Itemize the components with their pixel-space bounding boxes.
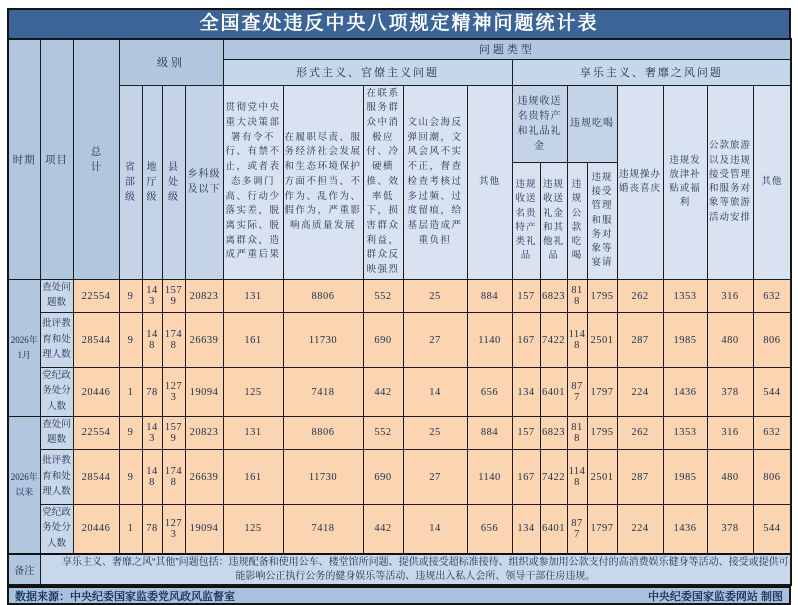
value-cell: 884 bbox=[467, 279, 512, 312]
value-cell: 6823 bbox=[540, 279, 567, 312]
value-cell: 806 bbox=[753, 313, 791, 368]
value-cell: 656 bbox=[467, 505, 512, 554]
value-cell: 2501 bbox=[587, 313, 617, 368]
value-cell: 1 bbox=[119, 368, 142, 417]
value-cell: 7422 bbox=[540, 450, 567, 505]
value-cell: 2501 bbox=[587, 450, 617, 505]
value-cell: 161 bbox=[223, 313, 283, 368]
value-cell: 6823 bbox=[540, 416, 567, 449]
header-level-township: 乡科级及以下 bbox=[185, 85, 223, 279]
value-cell: 134 bbox=[512, 505, 540, 554]
value-cell: 378 bbox=[707, 368, 753, 417]
value-cell: 818 bbox=[567, 416, 587, 449]
header-formalism-col-1: 贯彻党中央重大决策部署有令不行、有禁不止，或者表态多调门高、行动少落实差，脱离实际、脱离群众，造成严重后果 bbox=[223, 85, 283, 279]
value-cell: 1353 bbox=[663, 416, 707, 449]
value-cell: 157 bbox=[512, 416, 540, 449]
header-dining-child-1: 违规公款吃喝 bbox=[567, 162, 587, 279]
header-formalism-col-2: 在履职尽责、服务经济社会发展和生态环境保护方面不担当、不作为、乱作为、假作为，严重影响高质量发展 bbox=[283, 85, 363, 279]
page-title: 全国查处违反中央八项规定精神问题统计表 bbox=[7, 8, 791, 38]
value-cell: 143 bbox=[142, 416, 162, 449]
header-total-label: 总计 bbox=[90, 147, 103, 174]
value-cell: 26639 bbox=[185, 450, 223, 505]
footer-bar bbox=[7, 586, 791, 605]
value-cell: 134 bbox=[512, 368, 540, 417]
header-level-group: 级别 bbox=[119, 39, 223, 85]
value-cell: 690 bbox=[363, 450, 403, 505]
value-cell: 1353 bbox=[663, 279, 707, 312]
value-cell: 125 bbox=[223, 505, 283, 554]
header-formalism-group: 形式主义、官僚主义问题 bbox=[223, 59, 512, 85]
value-cell: 7422 bbox=[540, 313, 567, 368]
header-problem-type: 问题类型 bbox=[223, 39, 791, 59]
value-cell: 131 bbox=[223, 416, 283, 449]
value-cell: 877 bbox=[567, 505, 587, 554]
value-cell: 11730 bbox=[283, 313, 363, 368]
value-cell: 148 bbox=[142, 450, 162, 505]
value-cell: 480 bbox=[707, 313, 753, 368]
value-cell: 8806 bbox=[283, 279, 363, 312]
value-cell: 143 bbox=[142, 279, 162, 312]
header-formalism-other: 其他 bbox=[467, 85, 512, 279]
value-cell: 1 bbox=[119, 505, 142, 554]
value-cell: 884 bbox=[467, 416, 512, 449]
value-cell: 25 bbox=[403, 416, 467, 449]
value-cell: 1795 bbox=[587, 416, 617, 449]
value-cell: 1273 bbox=[162, 368, 185, 417]
value-cell: 1797 bbox=[587, 368, 617, 417]
header-level-prefecture: 地厅级 bbox=[142, 85, 162, 279]
value-cell: 1797 bbox=[587, 505, 617, 554]
value-cell: 544 bbox=[753, 505, 791, 554]
value-cell: 161 bbox=[223, 450, 283, 505]
value-cell: 806 bbox=[753, 450, 791, 505]
value-cell: 167 bbox=[512, 450, 540, 505]
header-item: 项目 bbox=[40, 39, 73, 279]
value-cell: 1748 bbox=[162, 313, 185, 368]
header-level-province: 省部级 bbox=[119, 85, 142, 279]
value-cell: 9 bbox=[119, 416, 142, 449]
header-total bbox=[73, 39, 119, 279]
remark-label: 备注 bbox=[8, 554, 40, 586]
value-cell: 20446 bbox=[73, 368, 119, 417]
value-cell: 20446 bbox=[73, 505, 119, 554]
value-cell: 224 bbox=[617, 505, 663, 554]
row-label: 查处问题数 bbox=[40, 279, 73, 312]
value-cell: 20823 bbox=[185, 279, 223, 312]
value-cell: 1985 bbox=[663, 450, 707, 505]
value-cell: 287 bbox=[617, 313, 663, 368]
value-cell: 14 bbox=[403, 368, 467, 417]
value-cell: 78 bbox=[142, 505, 162, 554]
value-cell: 656 bbox=[467, 368, 512, 417]
value-cell: 11730 bbox=[283, 450, 363, 505]
value-cell: 316 bbox=[707, 279, 753, 312]
value-cell: 25 bbox=[403, 279, 467, 312]
row-label: 批评教育和处理人数 bbox=[40, 450, 73, 505]
value-cell: 632 bbox=[753, 279, 791, 312]
header-hedonism-group: 享乐主义、奢靡之风问题 bbox=[512, 59, 791, 85]
row-label: 查处问题数 bbox=[40, 416, 73, 449]
value-cell: 7418 bbox=[283, 368, 363, 417]
value-cell: 1579 bbox=[162, 416, 185, 449]
period-label: 2026年1月 bbox=[8, 279, 40, 416]
value-cell: 131 bbox=[223, 279, 283, 312]
value-cell: 14 bbox=[403, 505, 467, 554]
value-cell: 1579 bbox=[162, 279, 185, 312]
value-cell: 125 bbox=[223, 368, 283, 417]
value-cell: 157 bbox=[512, 279, 540, 312]
value-cell: 22554 bbox=[73, 416, 119, 449]
value-cell: 1140 bbox=[467, 313, 512, 368]
header-formalism-col-3: 在联系服务群众中消极应付、冷硬横推、效率低下，损害群众利益，群众反映强烈 bbox=[363, 85, 403, 279]
remark-text: 享乐主义、奢靡之风“其他”问题包括：违规配备和使用公车、楼堂馆所问题、提供或接受超标准接待、组织或参加用公款支付的高消费娱乐健身等活动、接受或提供可能影响公正执行公务的健身娱乐等活动、违规出入私人会所、领导干部住房违规。 bbox=[40, 554, 791, 586]
value-cell: 6401 bbox=[540, 368, 567, 417]
value-cell: 148 bbox=[142, 313, 162, 368]
value-cell: 20823 bbox=[185, 416, 223, 449]
value-cell: 78 bbox=[142, 368, 162, 417]
value-cell: 27 bbox=[403, 450, 467, 505]
value-cell: 1436 bbox=[663, 505, 707, 554]
value-cell: 442 bbox=[363, 505, 403, 554]
value-cell: 818 bbox=[567, 279, 587, 312]
value-cell: 9 bbox=[119, 313, 142, 368]
header-period: 时期 bbox=[8, 39, 40, 279]
header-dining-child-2: 违规接受管理和服务对象等宴请 bbox=[587, 162, 617, 279]
data-source: 数据来源：中央纪委国家监委党风政风监督室 bbox=[15, 590, 235, 603]
row-label: 批评教育和处理人数 bbox=[40, 313, 73, 368]
credit: 中央纪委国家监委网站 制图 bbox=[647, 590, 783, 603]
row-label: 党纪政务处分人数 bbox=[40, 368, 73, 417]
header-gifts-parent: 违规收送名贵特产和礼品礼金 bbox=[512, 85, 567, 162]
value-cell: 28544 bbox=[73, 450, 119, 505]
value-cell: 1273 bbox=[162, 505, 185, 554]
header-dining-parent: 违规吃喝 bbox=[567, 85, 617, 162]
value-cell: 9 bbox=[119, 279, 142, 312]
value-cell: 552 bbox=[363, 279, 403, 312]
value-cell: 316 bbox=[707, 416, 753, 449]
header-gifts-child-1: 违规收送名贵特产类礼品 bbox=[512, 162, 540, 279]
value-cell: 224 bbox=[617, 368, 663, 417]
value-cell: 690 bbox=[363, 313, 403, 368]
value-cell: 1140 bbox=[467, 450, 512, 505]
value-cell: 552 bbox=[363, 416, 403, 449]
value-cell: 1795 bbox=[587, 279, 617, 312]
value-cell: 442 bbox=[363, 368, 403, 417]
value-cell: 632 bbox=[753, 416, 791, 449]
statistics-table bbox=[7, 38, 792, 586]
period-label: 2026年以来 bbox=[8, 416, 40, 553]
value-cell: 26639 bbox=[185, 313, 223, 368]
value-cell: 19094 bbox=[185, 368, 223, 417]
header-formalism-col-4: 文山会海反弹回潮，文风会风不实不正，督查检查考核过多过频、过度留痕，给基层造成严重负担 bbox=[403, 85, 467, 279]
value-cell: 1436 bbox=[663, 368, 707, 417]
value-cell: 1748 bbox=[162, 450, 185, 505]
value-cell: 1148 bbox=[567, 450, 587, 505]
header-level-county: 县处级 bbox=[162, 85, 185, 279]
value-cell: 378 bbox=[707, 505, 753, 554]
header-gifts-child-2: 违规收送礼金和其他礼品 bbox=[540, 162, 567, 279]
value-cell: 28544 bbox=[73, 313, 119, 368]
value-cell: 9 bbox=[119, 450, 142, 505]
value-cell: 8806 bbox=[283, 416, 363, 449]
value-cell: 544 bbox=[753, 368, 791, 417]
value-cell: 7418 bbox=[283, 505, 363, 554]
value-cell: 22554 bbox=[73, 279, 119, 312]
value-cell: 167 bbox=[512, 313, 540, 368]
value-cell: 287 bbox=[617, 450, 663, 505]
header-weddings-funerals: 违规操办婚丧喜庆 bbox=[617, 85, 663, 279]
value-cell: 480 bbox=[707, 450, 753, 505]
value-cell: 262 bbox=[617, 279, 663, 312]
value-cell: 1148 bbox=[567, 313, 587, 368]
header-public-funded-tours: 公款旅游以及违规接受管理和服务对象等旅游活动安排 bbox=[707, 85, 753, 279]
value-cell: 27 bbox=[403, 313, 467, 368]
value-cell: 6401 bbox=[540, 505, 567, 554]
row-label: 党纪政务处分人数 bbox=[40, 505, 73, 554]
header-hedonism-other: 其他 bbox=[753, 85, 791, 279]
value-cell: 877 bbox=[567, 368, 587, 417]
value-cell: 1985 bbox=[663, 313, 707, 368]
value-cell: 262 bbox=[617, 416, 663, 449]
value-cell: 19094 bbox=[185, 505, 223, 554]
header-allowances: 违规发放津补贴或福利 bbox=[663, 85, 707, 279]
